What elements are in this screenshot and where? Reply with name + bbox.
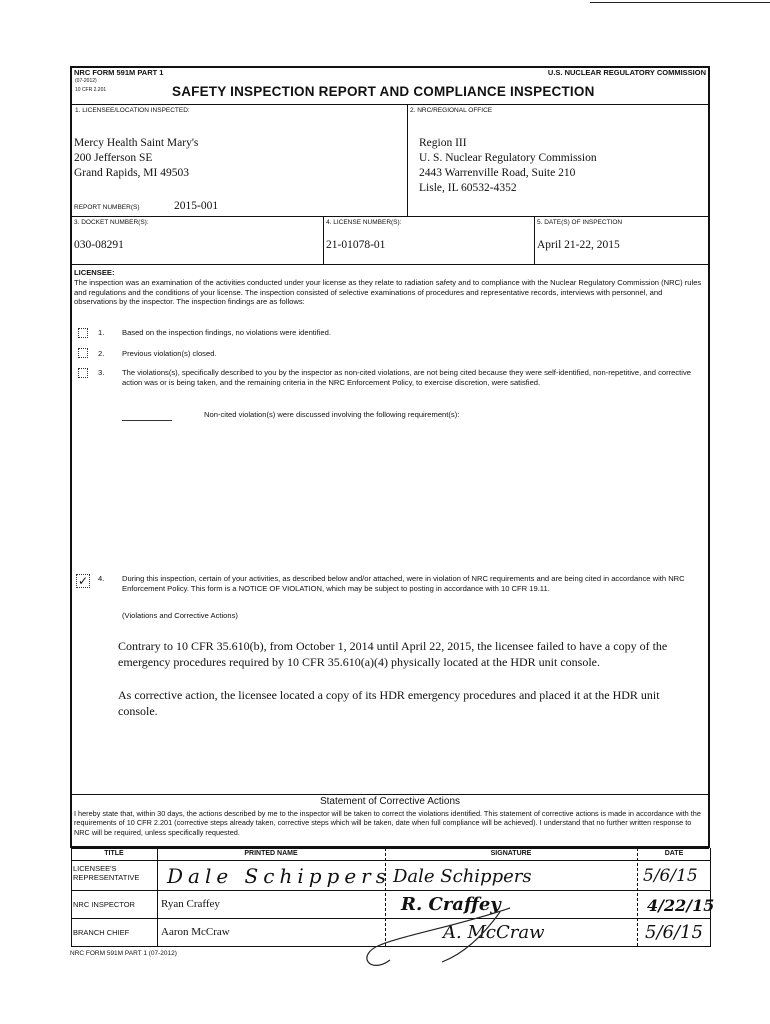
col-signature: SIGNATURE	[490, 850, 532, 857]
divider	[71, 216, 709, 217]
col-date: DATE	[664, 850, 684, 857]
item3-number: 3.	[98, 368, 105, 377]
inspection-date-label: 5. DATE(S) OF INSPECTION	[537, 219, 623, 226]
col-title: TITLE	[104, 850, 124, 857]
divider	[637, 848, 638, 946]
item1-text: Based on the inspection findings, no violations were identified.	[122, 328, 331, 337]
item1-checkbox[interactable]	[78, 328, 88, 338]
divider	[71, 848, 72, 946]
item2-number: 2.	[98, 349, 105, 358]
row2-signature: R. Craffey	[401, 894, 501, 915]
row3-signature: A. McCraw	[443, 922, 545, 943]
row1-title: LICENSEE'S REPRESENTATIVE	[73, 864, 140, 882]
nrc-region: Region III	[419, 137, 467, 149]
divider	[323, 216, 324, 264]
signature-flourish	[350, 900, 550, 980]
col-printed-name: PRINTED NAME	[244, 850, 298, 857]
licensee-name: Mercy Health Saint Mary's	[74, 137, 199, 149]
nrc-office-line1: U. S. Nuclear Regulatory Commission	[419, 152, 597, 164]
nrc-office-label: 2. NRC/REGIONAL OFFICE	[410, 107, 493, 114]
divider	[71, 794, 709, 795]
item4-number: 4.	[98, 574, 105, 583]
row3-date: 5/6/15	[645, 922, 703, 943]
divider	[407, 104, 408, 216]
inspection-intro: The inspection was an examination of the activities conducted under your license as they relate to radiation safety and to compliance with the Nuclear Regulatory Commission (NRC) rules and regulations and the conditions of your license. The inspection consisted of selective examinations of procedures and representative records, interviews with personnel, and observations by the inspector. The inspection findings are as follows:	[74, 278, 702, 307]
row3-title: BRANCH CHIEF	[73, 928, 130, 937]
row1-printed-name: Dale Schippers	[167, 864, 391, 888]
licensee-label: 1. LICENSEE/LOCATION INSPECTED:	[75, 107, 190, 114]
page-title: SAFETY INSPECTION REPORT AND COMPLIANCE INSPECTION	[172, 84, 595, 99]
item3-checkbox[interactable]	[78, 368, 88, 378]
corrective-action-text: As corrective action, the licensee located a copy of its HDR emergency procedures and placed it at the HDR unit console.	[118, 688, 660, 718]
docket-label: 3. DOCKET NUMBER(S):	[74, 219, 149, 226]
form-header	[74, 68, 708, 78]
cfr-reference: 10 CFR 2.201	[75, 87, 107, 93]
divider	[71, 860, 711, 861]
divider	[157, 848, 158, 946]
form-footer: NRC FORM 591M PART 1 (07-2012)	[70, 950, 177, 957]
item2-checkbox[interactable]	[78, 348, 88, 358]
form-name: NRC FORM 591M PART 1	[74, 68, 164, 77]
row2-date: 4/22/15	[647, 896, 715, 915]
report-number: 2015-001	[174, 200, 219, 212]
row3-printed-name: Aaron McCraw	[161, 926, 230, 938]
row2-printed-name: Ryan Craffey	[161, 898, 220, 910]
form-border	[70, 66, 710, 848]
agency-name: U.S. NUCLEAR REGULATORY COMMISSION	[547, 68, 706, 77]
divider	[71, 264, 709, 265]
row1-signature: Dale Schippers	[393, 866, 532, 887]
noncited-blank	[122, 420, 172, 421]
violation-text: Contrary to 10 CFR 35.610(b), from October 1, 2014 until April 22, 2015, the licensee failed to have a copy of the emergency procedures required by 10 CFR 35.610(a)(4) physically located at the HDR unit console.	[118, 639, 668, 669]
nrc-office-line2: 2443 Warrenville Road, Suite 210	[419, 167, 576, 179]
license-number: 21-01078-01	[326, 239, 386, 251]
item2-text: Previous violation(s) closed.	[122, 349, 217, 358]
licensee-address2: Grand Rapids, MI 49503	[74, 167, 189, 179]
licensee-address1: 200 Jefferson SE	[74, 152, 153, 164]
nrc-office-line3: Lisle, IL 60532-4352	[419, 182, 517, 194]
item1-number: 1.	[98, 328, 105, 337]
row1-date: 5/6/15	[643, 866, 698, 886]
statement-heading: Statement of Corrective Actions	[319, 796, 461, 807]
divider	[71, 104, 709, 105]
docket-number: 030-08291	[74, 239, 124, 251]
item4-checkbox[interactable]: ✓	[77, 574, 89, 588]
top-edge-line	[590, 2, 770, 3]
report-number-label: REPORT NUMBER(S)	[74, 204, 140, 211]
statement-text: I hereby state that, within 30 days, the actions described by me to the inspector will be taken to correct the violations identified. This statement of corrective actions is made in accordance with the requirements of 10 CFR 2.201 (corrective steps already taken, corrective steps which will be taken, date when full compliance will be achieved). I understand that no further written response to NRC will be required, unless specifically requested.	[74, 809, 701, 837]
noncited-text: Non-cited violation(s) were discussed involving the following requirement(s):	[204, 410, 460, 419]
item4-text: During this inspection, certain of your activities, as described below and/or attached, were in violation of NRC requirements and are being cited in accordance with NRC Enforcement Policy. This form is a NOTICE OF VIOLATION, which may be subject to posting in accordance with 10 CFR 19.11.	[122, 574, 685, 593]
divider	[71, 890, 711, 891]
form-date: (07-2012)	[75, 78, 97, 84]
inspection-date: April 21-22, 2015	[537, 239, 620, 251]
item4-subtitle: (Violations and Corrective Actions)	[122, 611, 238, 620]
item3-text: The violations(s), specifically described to you by the inspector as non-cited violations, are not being cited because they were self-identified, non-repetitive, and corrective action was or is being taken, and the remaining criteria in the NRC Enforcement Policy, to exercise discretion, were satisfied.	[122, 368, 691, 387]
row2-title: NRC INSPECTOR	[73, 900, 135, 909]
license-label: 4. LICENSE NUMBER(S):	[326, 219, 402, 226]
divider	[534, 216, 535, 264]
licensee-heading: LICENSEE:	[74, 268, 115, 277]
